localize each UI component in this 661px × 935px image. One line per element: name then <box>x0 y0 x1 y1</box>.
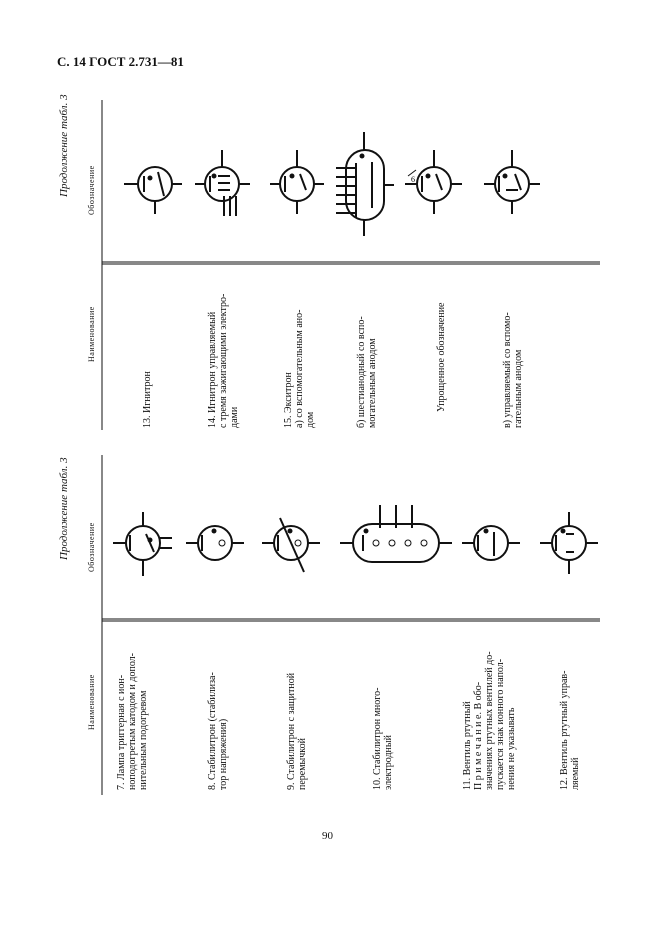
lower-col-designation: Обозначение <box>87 522 96 572</box>
lower-row-11: 11. Вентиль ртутный П р и м е ч а н и е. В обо- значениях ртутных вентилей до- пускается знак ионного напол- нения не указывать <box>462 651 517 790</box>
symbol-mercury-valve-controlled <box>540 512 598 574</box>
lower-row-7: 7. Лампа триггерная с ион- ноподогретым катодом и допол- нительным подогревом <box>116 652 149 790</box>
upper-row-14: 14. Игнитрон управляемый с тремя зажигающими электро- дами <box>207 293 240 428</box>
symbol-mercury-valve <box>462 526 520 560</box>
upper-col-designation: Обозначение <box>87 165 96 215</box>
lower-table-grid <box>102 455 600 795</box>
symbol-excitron-controlled <box>484 150 540 214</box>
symbol-mark-label: 6 <box>411 175 415 184</box>
symbol-stabilitron <box>186 526 244 560</box>
upper-table-grid <box>102 100 600 430</box>
page-number: 90 <box>322 830 333 842</box>
page-header: С. 14 ГОСТ 2.731—81 <box>57 54 184 69</box>
lower-row-9: 9. Стабилитрон с защитной перемычкой <box>286 672 308 790</box>
symbol-excitron-b <box>336 132 394 236</box>
symbol-stabilitron-jumper <box>262 518 320 572</box>
upper-continuation-label: Продолжение табл. 3 <box>58 94 70 197</box>
upper-row-simplified: Упрощенное обозначение <box>436 302 447 412</box>
lower-continuation-label: Продолжение табл. 3 <box>58 457 70 560</box>
symbol-trigger-lamp <box>113 512 172 576</box>
upper-row-13: 13. Игнитрон <box>142 371 153 428</box>
lower-col-name: Наименование <box>87 674 96 730</box>
upper-row-15b: б) шестианодный со вспо- могательным анодом <box>356 316 378 428</box>
lower-row-12: 12. Вентиль ртутный управ- ляемый <box>559 670 581 790</box>
lower-row-10: 10. Стабилитрон много- электродный <box>372 687 394 790</box>
lower-row-8: 8. Стабилитрон (стабилиза- тор напряжения) <box>207 672 229 790</box>
upper-row-15a: 15. Экситрон а) со вспомогательным ано- дом <box>283 309 316 428</box>
upper-row-15v: в) управляемый со вспомо- гательным анодом <box>502 312 524 428</box>
symbol-ignitron-controlled <box>195 150 250 216</box>
symbol-ignitron <box>124 167 182 214</box>
symbol-excitron-a <box>270 150 324 214</box>
symbol-stabilitron-multi <box>340 505 452 562</box>
upper-col-name: Наименование <box>87 306 96 362</box>
